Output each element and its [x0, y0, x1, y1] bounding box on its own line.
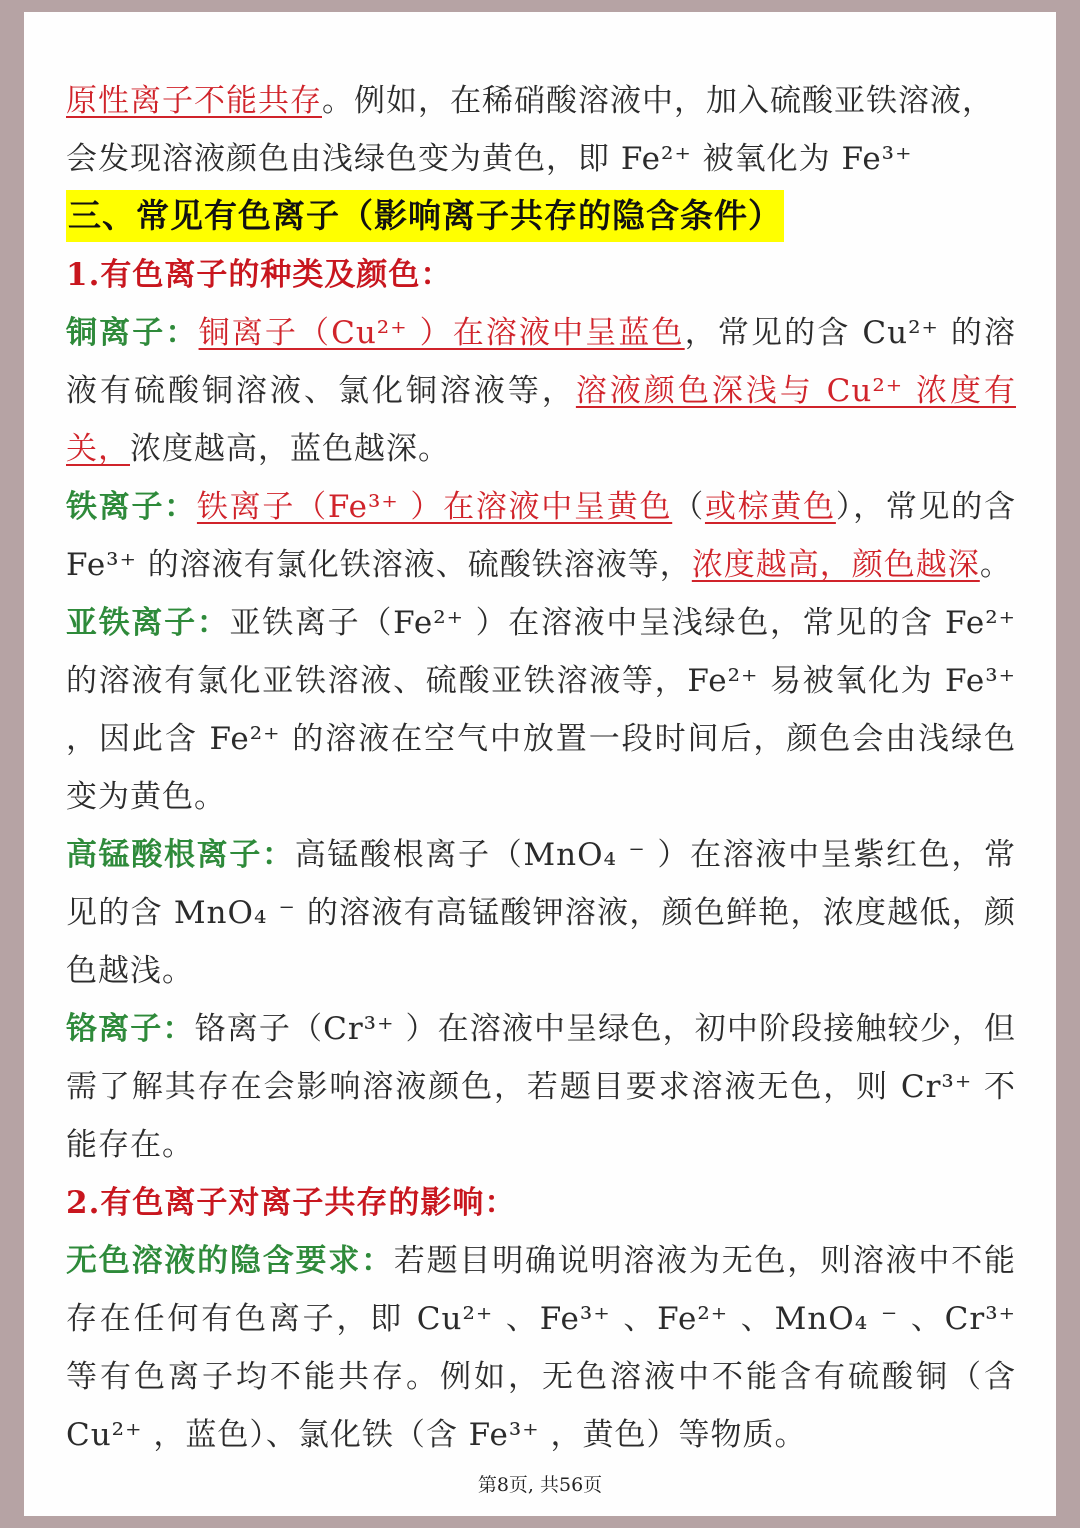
- iron2-label: 亚铁离子：: [66, 605, 230, 641]
- intro-text-2: 会发现溶液颜色由浅绿色变为黄色，即 Fe²⁺ 被氧化为 Fe³⁺: [66, 141, 913, 177]
- document-body: [66, 72, 1016, 1464]
- chromium-text: 铬离子（Cr³⁺ ）在溶液中呈绿色，初中阶段接触较少，但需了解其存在会影响溶液颜色，若题目要求溶液无色，则 Cr³⁺ 不能存在。: [66, 1011, 1017, 1163]
- iron3-paragraph: [66, 478, 1016, 594]
- subheading-1: 1.有色离子的种类及颜色：: [66, 257, 453, 293]
- iron3-emphasis-1: 铁离子（Fe³⁺ ）在溶液中呈黄色: [196, 489, 673, 525]
- copper-emphasis-1: 铜离子（Cu²⁺ ）在溶液中呈蓝色: [198, 315, 685, 351]
- copper-emphasis-2: 溶液颜色深浅与 Cu²⁺ 浓度有关，: [66, 373, 1016, 467]
- intro-text: 。例如，在稀硝酸溶液中，加入硫酸亚铁溶液，: [322, 83, 994, 119]
- permanganate-label: 高锰酸根离子：: [66, 837, 295, 873]
- permanganate-text: 高锰酸根离子（MnO₄ ⁻ ）在溶液中呈紫红色，常见的含 MnO₄ ⁻ 的溶液有高锰酸钾溶液，颜色鲜艳，浓度越低，颜色越浅。: [66, 837, 1017, 989]
- colorless-text: 若题目明确说明溶液为无色，则溶液中不能存在任何有色离子，即 Cu²⁺ 、Fe³⁺ 、Fe²⁺ 、MnO₄ ⁻ 、Cr³⁺ 等有色离子均不能共存。例如，无色溶液中不能含有硫酸铜（含 Cu²⁺ ，蓝色）、氯化铁（含 Fe³⁺ ，黄色）等物质。: [66, 1243, 1017, 1453]
- copper-label: 铜离子：: [66, 315, 199, 351]
- iron3-emphasis-3: 浓度越高，颜色越深: [691, 547, 980, 583]
- colorless-paragraph: [66, 1232, 1016, 1464]
- section-title: 三、常见有色离子（影响离子共存的隐含条件）: [66, 190, 784, 242]
- chromium-paragraph: [66, 1000, 1016, 1174]
- subheading-2: 2.有色离子对离子共存的影响：: [66, 1185, 517, 1221]
- permanganate-paragraph: [66, 826, 1016, 1000]
- chromium-label: 铬离子：: [66, 1011, 195, 1047]
- copper-text-1: ，常见的含 Cu²⁺ 的溶液有硫酸铜溶液、氯化铜溶液等，: [66, 315, 1017, 409]
- iron2-text: 亚铁离子（Fe²⁺ ）在溶液中呈浅绿色，常见的含 Fe²⁺ 的溶液有氯化亚铁溶液、硫酸亚铁溶液等，Fe²⁺ 易被氧化为 Fe³⁺ ，因此含 Fe²⁺ 的溶液在空气中放置一段时间后，颜色会由浅绿色变为黄色。: [66, 605, 1017, 815]
- intro-emphasis: 原性离子不能共存: [66, 83, 322, 119]
- colorless-label: 无色溶液的隐含要求：: [66, 1243, 394, 1279]
- copper-text-2: 浓度越高，蓝色越深。: [130, 431, 450, 467]
- iron3-text-3: 。: [979, 547, 1012, 583]
- intro-paragraph: [66, 72, 1016, 188]
- copper-paragraph: [66, 304, 1016, 478]
- iron3-text-2: ），常见的含 Fe³⁺ 的溶液有氯化铁溶液、硫酸铁溶液等，: [66, 489, 1017, 583]
- iron2-paragraph: [66, 594, 1016, 826]
- iron3-text-1: （: [672, 489, 705, 525]
- page-number: 第8页, 共56页: [477, 1474, 603, 1496]
- iron3-emphasis-2: 或棕黄色: [704, 489, 836, 525]
- iron3-label: 铁离子：: [66, 489, 197, 525]
